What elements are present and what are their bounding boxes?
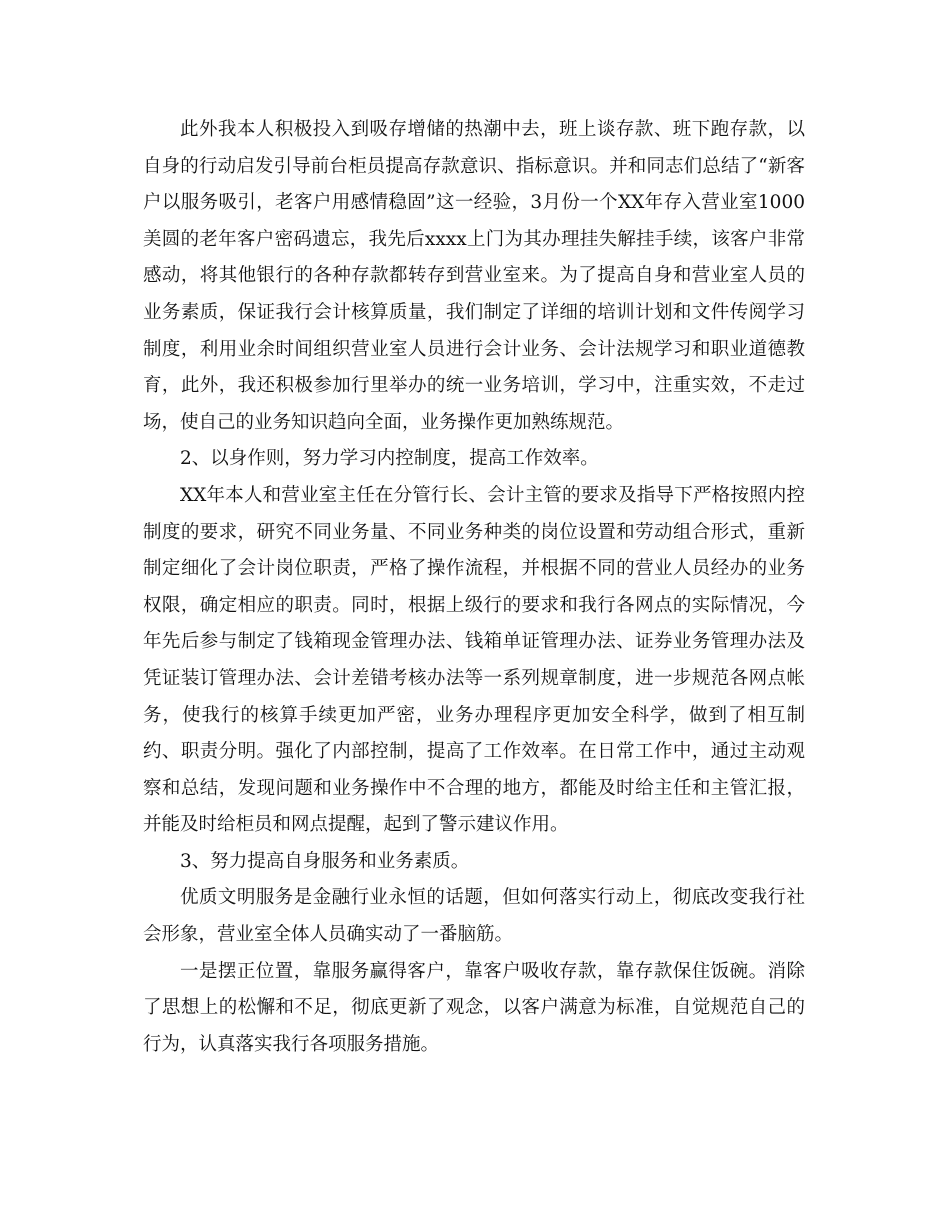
- paragraph-service-position: 一是摆正位置，靠服务赢得客户，靠客户吸收存款，靠存款保住饭碗。消除了思想上的松懈和不足，彻底更新了观念，以客户满意为标准，自觉规范自己的行为，认真落实我行各项服务措施。: [143, 960, 805, 1055]
- heading-service-quality: 3、努力提高自身服务和业务素质。: [180, 850, 470, 872]
- paragraph-deposit-effort: 此外我本人积极投入到吸存增储的热潮中去，班上谈存款、班下跑存款，以自身的行动启发引导前台柜员提高存款意识、指标意识。并和同志们总结了“新客户以服务吸引，老客户用感情稳固”这一经验，3月份一个XX年存入营业室1000美圆的老年客户密码遗忘，我先后xxxx上门为其办理挂失解挂手续，该客户非常感动，将其他银行的各种存款都转存到营业室来。为了提高自身和营业室人员的业务素质，保证我行会计核算质量，我们制定了详细的培训计划和文件传阅学习制度，利用业余时间组织营业室人员进行会计业务、会计法规学习和职业道德教育，此外，我还积极参加行里举办的统一业务培训，学习中，注重实效，不走过场，使自己的业务知识趋向全面，业务操作更加熟练规范。: [143, 119, 805, 433]
- heading-internal-control: 2、以身作则，努力学习内控制度，提高工作效率。: [180, 448, 599, 470]
- paragraph-internal-control: XX年本人和营业室主任在分管行长、会计主管的要求及指导下严格按照内控制度的要求，研究不同业务量、不同业务种类的岗位设置和劳动组合形式，重新制定细化了会计岗位职责，严格了操作流程，并根据不同的营业人员经办的业务权限，确定相应的职责。同时，根据上级行的要求和我行各网点的实际情况，今年先后参与制定了钱箱现金管理办法、钱箱单证管理办法、证券业务管理办法及凭证装订管理办法、会计差错考核办法等一系列规章制度，进一步规范各网点帐务，使我行的核算手续更加严密，业务办理程序更加安全科学，做到了相互制约、职责分明。强化了内部控制，提高了工作效率。在日常工作中，通过主动观察和总结，发现问题和业务操作中不合理的地方，都能及时给主任和主管汇报，并能及时给柜员和网点提醒，起到了警示建议作用。: [143, 484, 805, 836]
- document-body: [143, 112, 805, 1063]
- paragraph-service-intro: 优质文明服务是金融行业永恒的话题，但如何落实行动上，彻底改变我行社会形象，营业室全体人员确实动了一番脑筋。: [143, 887, 805, 946]
